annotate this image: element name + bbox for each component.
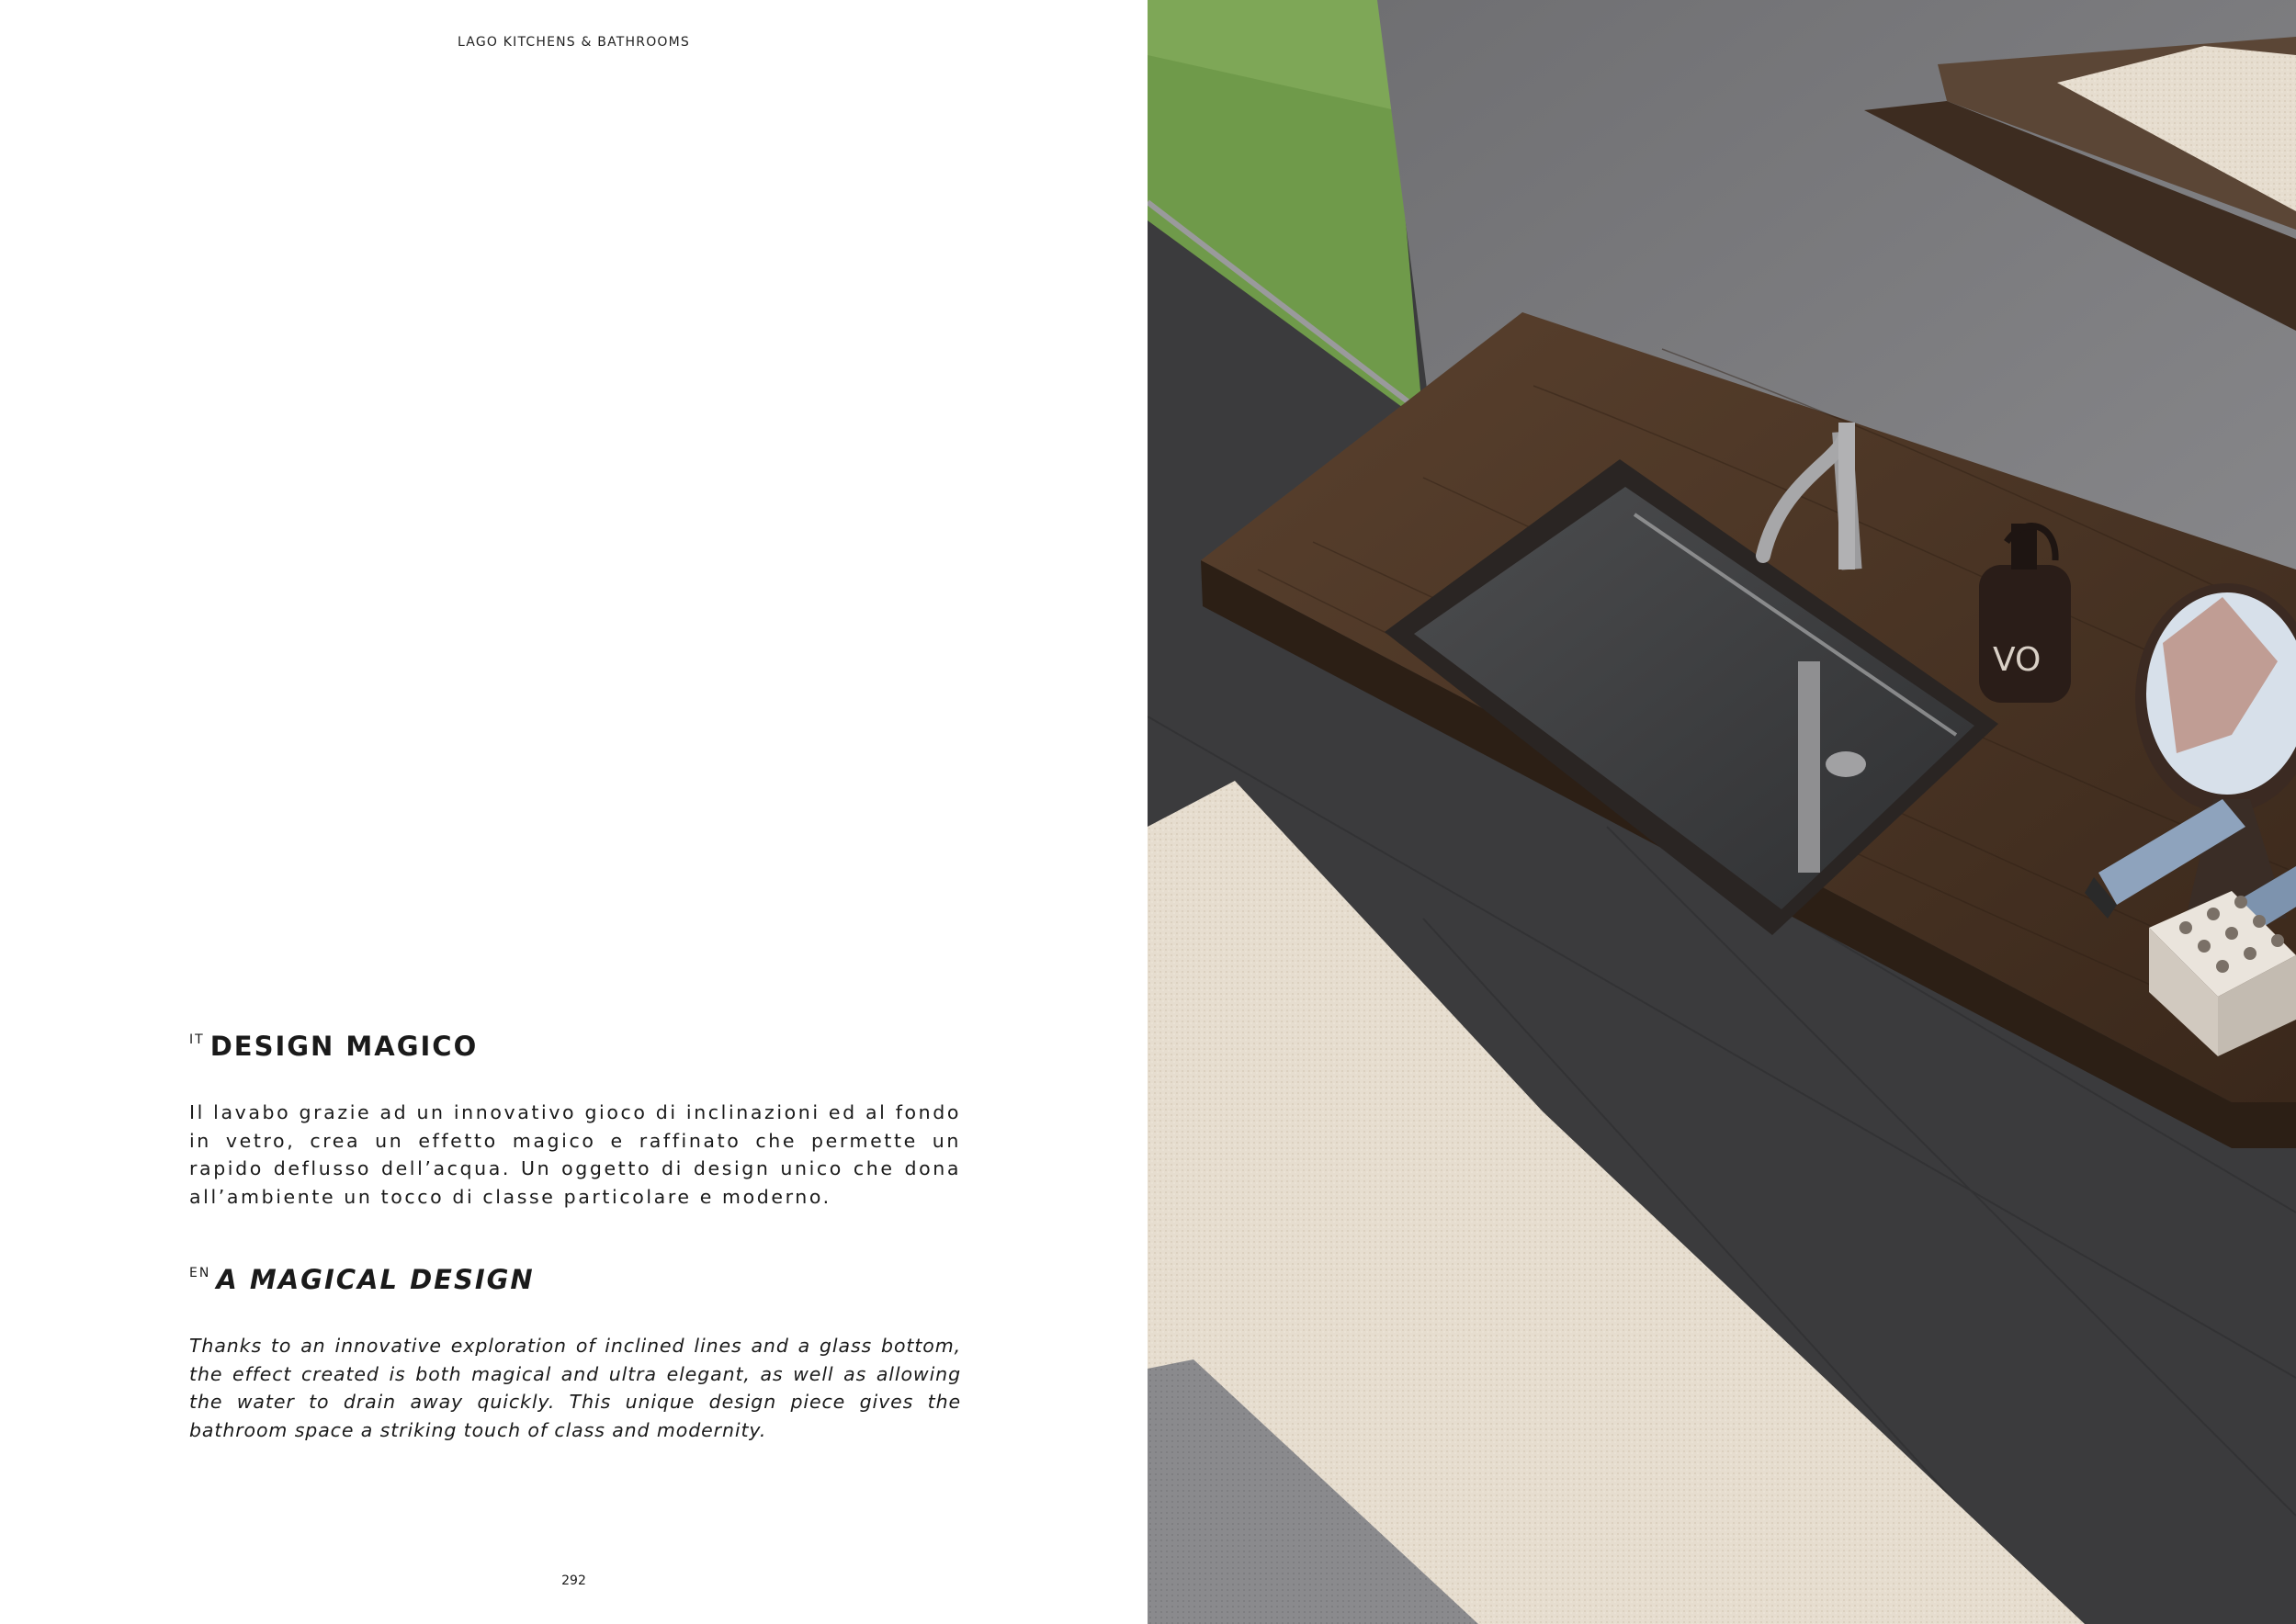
english-heading xyxy=(189,1264,961,1295)
running-header: LAGO KITCHENS & BATHROOMS xyxy=(457,35,691,50)
english-body-block xyxy=(189,1332,961,1444)
italian-title: DESIGN MAGICO xyxy=(209,1031,479,1062)
language-tag-en: EN xyxy=(189,1266,211,1280)
bathroom-illustration xyxy=(1148,0,2296,1624)
page-number: 292 xyxy=(561,1573,586,1588)
italian-heading-block xyxy=(189,1031,961,1062)
bathroom-photo xyxy=(1148,0,2296,1624)
english-title: A MAGICAL DESIGN xyxy=(216,1264,535,1295)
english-body: Thanks to an innovative exploration of inclined lines and a glass bottom, the effect created is both magical and ultra elegant, as well as allowing the water to drain away quickly. This unique design piece gives the bathroom space a striking touch of class and modernity. xyxy=(189,1335,961,1441)
english-heading-block xyxy=(189,1264,961,1295)
italian-body-block xyxy=(189,1099,961,1211)
italian-heading xyxy=(189,1031,961,1062)
language-tag-it: IT xyxy=(189,1032,205,1047)
bottle-label: VO xyxy=(1993,641,2042,679)
italian-body: Il lavabo grazie ad un innovativo gioco di inclinazioni ed al fondo in vetro, crea un effetto magico e raffinato che permette un rapido deflusso dell’acqua. Un oggetto di design unico che dona all’ambiente un tocco di classe particolare e moderno. xyxy=(189,1101,961,1208)
